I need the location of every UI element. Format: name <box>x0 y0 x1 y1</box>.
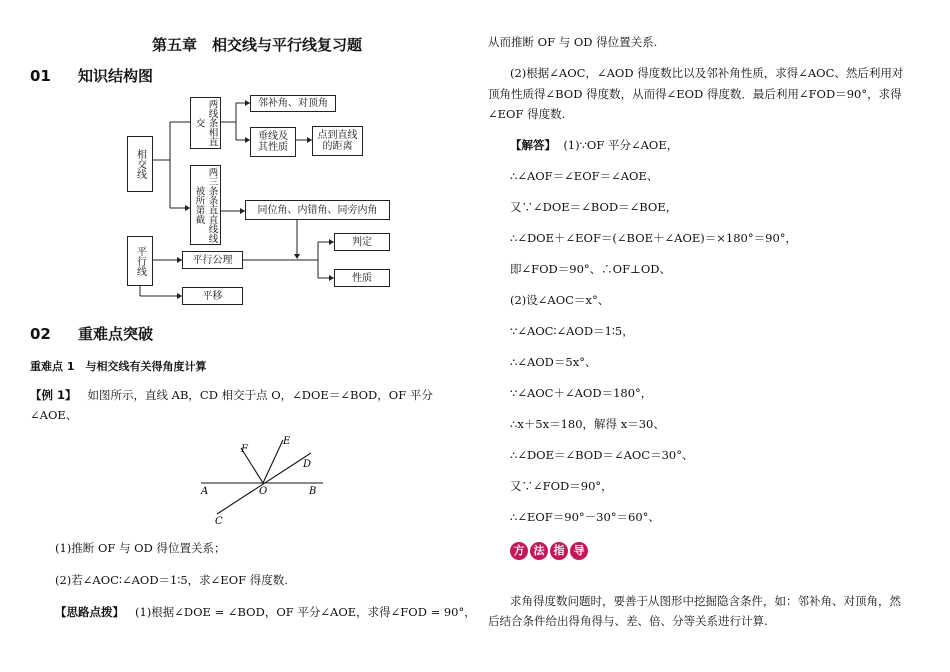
example-line-2: ∠AOE、 <box>30 408 78 422</box>
example-tag: 【例 1】 <box>30 388 77 402</box>
solution-step-4: 即∠FOD＝90°、∴OF⊥OD、 <box>510 262 672 276</box>
question-2: (2)若∠AOC∶∠AOD＝1∶5，求∠EOF 得度数. <box>55 573 288 587</box>
box-adjacent-vertical-angles: 邻补角、对顶角 <box>250 95 336 112</box>
solution-step-9: ∴x＋5x＝180，解得 x＝30、 <box>510 417 665 431</box>
solution-step-3: ∴∠DOE＋∠EOF＝(∠BOE＋∠AOE)＝×180°＝90°， <box>510 231 798 245</box>
key-point-heading: 重难点 1 与相交线有关得角度计算 <box>30 360 207 373</box>
box-property: 性质 <box>334 269 390 287</box>
box-two-lines-intersect: 两线条相直交 <box>190 97 221 149</box>
badge-char: 法 <box>530 542 548 560</box>
solution-step-7: ∴∠AOD＝5x°、 <box>510 355 597 369</box>
section-number: 01 <box>30 67 51 85</box>
label-b: B <box>309 486 317 497</box>
hint-tag: 【思路点拨】 <box>55 605 124 619</box>
ray-oe <box>263 440 283 483</box>
box-intersecting-lines: 相交线 <box>127 136 153 192</box>
box-angle-types: 同位角、内错角、同旁内角 <box>245 200 390 220</box>
section-number: 02 <box>30 325 51 343</box>
diagram-connectors <box>0 0 470 320</box>
method-line-2: 后结合条件给出得角得与、差、倍、分等关系进行计算. <box>488 614 768 628</box>
method-guide-badge <box>510 542 588 560</box>
solution-step-8: ∵∠AOC＋∠AOD＝180°， <box>510 386 653 400</box>
box-point-line-distance: 点到直线 的距离 <box>312 126 363 156</box>
box-criteria: 判定 <box>334 233 390 251</box>
label-e: E <box>283 436 291 447</box>
solution-step-5: (2)设∠AOC＝x°、 <box>510 293 610 307</box>
right-line-2b: 顶角性质得∠BOD 得度数，从而得∠EOD 得度数．最后利用∠FOD＝90°，求得 <box>488 87 902 101</box>
solution-step-11: 又∵∠FOD＝90°， <box>510 479 613 493</box>
geometry-figure <box>195 432 335 527</box>
section-label: 重难点突破 <box>78 325 154 343</box>
solution-step-12: ∴∠EOF＝90°－30°＝60°、 <box>510 510 660 524</box>
badge-char: 导 <box>570 542 588 560</box>
right-line-2c: ∠EOF 得度数. <box>488 107 566 121</box>
answer-line-1 <box>510 134 678 156</box>
section-heading-key-points <box>30 323 153 344</box>
question-1: (1)推断 OF 与 OD 得位置关系； <box>55 541 226 555</box>
solution-step-2: 又∵∠DOE＝∠BOD＝∠BOE， <box>510 200 678 214</box>
right-line-1: 从而推断 OF 与 OD 得位置关系. <box>488 35 658 49</box>
solution-step-10: ∴∠DOE＝∠BOD＝∠AOC＝30°、 <box>510 448 694 462</box>
hint-line-1 <box>55 601 476 623</box>
label-c: C <box>215 516 223 527</box>
label-o: O <box>259 486 268 497</box>
hint-text: (1)根据∠DOE = ∠BOD，OF 平分∠AOE，求得∠FOD = 90°， <box>134 605 476 619</box>
label-f: F <box>241 444 248 455</box>
label-d: D <box>303 459 312 470</box>
solution-step-6: ∵∠AOC∶∠AOD＝1∶5， <box>510 324 634 338</box>
section-label: 知识结构图 <box>78 67 154 85</box>
box-parallel-lines: 平行线 <box>127 236 153 286</box>
answer-text: (1)∵OF 平分∠AOE， <box>563 138 679 152</box>
badge-char: 方 <box>510 542 528 560</box>
right-line-2a: (2)根据∠AOC，∠AOD 得度数比以及邻补角性质，求得∠AOC、然后利用对 <box>510 66 904 80</box>
method-line-1: 求角得度数问题时，要善于从图形中挖掘隐含条件，如：邻补角、对顶角，然 <box>510 594 901 608</box>
badge-char: 指 <box>550 542 568 560</box>
example-line-1 <box>30 384 433 406</box>
label-a: A <box>201 486 209 497</box>
knowledge-diagram <box>0 0 470 320</box>
example-text: 如图所示，直线 AB，CD 相交于点 O，∠DOE＝∠BOD，OF 平分 <box>87 388 433 402</box>
answer-tag: 【解答】 <box>510 138 556 152</box>
chapter-title: 第五章 相交线与平行线复习题 <box>152 36 363 54</box>
box-translation: 平移 <box>182 287 243 305</box>
box-perpendicular: 垂线及 其性质 <box>250 127 296 157</box>
box-three-lines-cut: 两三条条直直线线被所第截 <box>190 165 221 245</box>
solution-step-1: ∴∠AOF＝∠EOF＝∠AOE、 <box>510 169 659 183</box>
box-parallel-axiom: 平行公理 <box>182 251 243 269</box>
